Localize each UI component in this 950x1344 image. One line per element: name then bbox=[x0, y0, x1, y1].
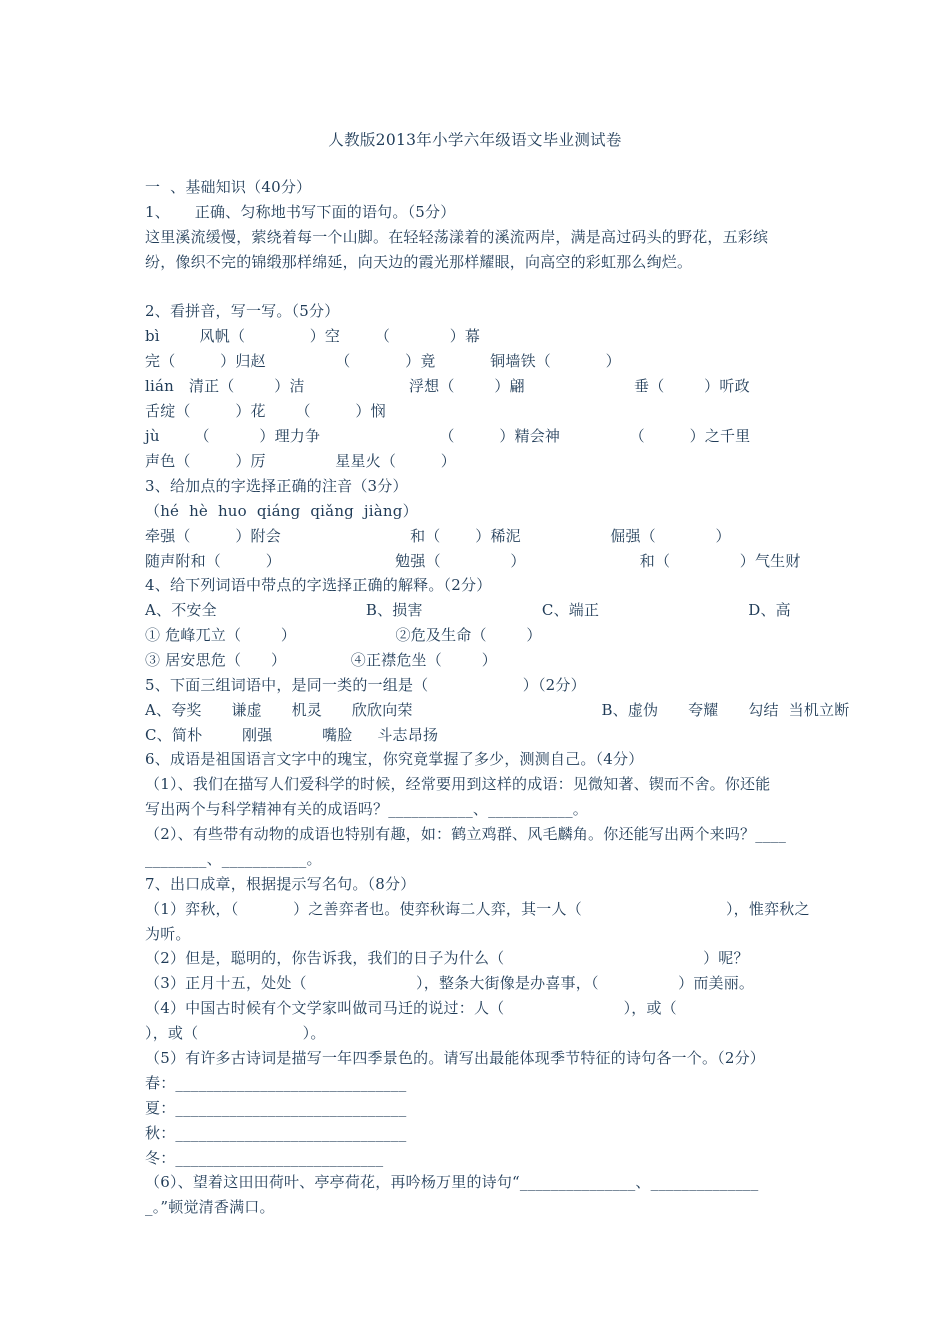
text-line: （1）、我们在描写人们爱科学的时候，经常要用到这样的成语：见微知著、锲而不舍。你还能 bbox=[145, 775, 771, 793]
text-line: 声色（ ）厉 星星火（ ） bbox=[145, 452, 456, 470]
text-line: A、夸奖 谦虚 机灵 欣欣向荣 B、虚伪 夸耀 勾结 当机立断 bbox=[145, 701, 850, 719]
text-line: 2、看拼音，写一写。（5分） bbox=[145, 302, 340, 320]
text-line: 随声附和（ ） 勉强（ ） 和（ ）气生财 bbox=[145, 552, 801, 570]
text-line: （6）、望着这田田荷叶、亭亭荷花，再吟杨万里的诗句“_______________、______________ bbox=[145, 1173, 759, 1191]
text-line: （2）、有些带有动物的成语也特别有趣，如：鹤立鸡群、风毛麟角。你还能写出两个来吗？____ bbox=[145, 825, 787, 843]
text-line: A、不安全 B、损害 C、端正 D、高 bbox=[145, 601, 791, 619]
text-line: 为听。 bbox=[145, 925, 191, 943]
text-line: （4）中国古时候有个文学家叫做司马迁的说过：人（ ），或（ bbox=[145, 999, 677, 1017]
text-line: 7、出口成章，根据提示写名句。（8分） bbox=[145, 875, 416, 893]
text-line: C、简朴 刚强 嘴脸 斗志昂扬 bbox=[145, 726, 439, 744]
text-line: 秋：______________________________ bbox=[145, 1124, 407, 1142]
page-title: 人教版2013年小学六年级语文毕业测试卷 bbox=[328, 131, 622, 149]
text-line: 春：______________________________ bbox=[145, 1074, 407, 1092]
text-line: ________、___________。 bbox=[145, 850, 322, 868]
text-line: ③ 居安思危（ ） ④正襟危坐（ ） bbox=[145, 651, 497, 669]
text-line: 4、给下列词语中带点的字选择正确的解释。（2分） bbox=[145, 576, 492, 594]
text-line: lián 清正（ ）洁 浮想（ ）翩 垂（ ）听政 bbox=[145, 377, 750, 395]
text-line: 6、成语是祖国语言文字中的瑰宝，你究竟掌握了多少，测测自己。（4分） bbox=[145, 750, 644, 768]
text-line: jù （ ）理力争 （ ）精会神 （ ）之千里 bbox=[145, 427, 751, 445]
text-line: （1）弈秋，（ ）之善弈者也。使弈秋诲二人弈，其一人（ ），惟弈秋之 bbox=[145, 900, 810, 918]
text-line: bì 风帆（ ）空 （ ）幕 bbox=[145, 327, 481, 345]
text-line: ），或（ ）。 bbox=[145, 1024, 326, 1042]
text-line: 冬：___________________________ bbox=[145, 1149, 384, 1167]
text-line: 3、给加点的字选择正确的注音（3分） bbox=[145, 477, 408, 495]
text-line: 1、 正确、匀称地书写下面的语句。（5分） bbox=[145, 203, 456, 221]
text-line: （5）有许多古诗词是描写一年四季景色的。请写出最能体现季节特征的诗句各一个。（2分） bbox=[145, 1049, 765, 1067]
text-line: ① 危峰兀立（ ） ②危及生命（ ） bbox=[145, 626, 542, 644]
text-line: _。”顿觉清香满口。 bbox=[145, 1198, 275, 1216]
text-line: 写出两个与科学精神有关的成语吗？___________、___________。 bbox=[145, 800, 589, 818]
text-line: 完（ ）归赵 （ ）竟 铜墙铁（ ） bbox=[145, 352, 621, 370]
text-line: 舌绽（ ）花 （ ）悯 bbox=[145, 402, 386, 420]
text-line: （2）但是，聪明的，你告诉我，我们的日子为什么（ ）呢？ bbox=[145, 949, 749, 967]
text-line: 夏：______________________________ bbox=[145, 1099, 407, 1117]
text-line: 5、下面三组词语中，是同一类的一组是（ ）（2分） bbox=[145, 676, 586, 694]
text-line: （3）正月十五，处处（ ），整条大街像是办喜事，（ ）而美丽。 bbox=[145, 974, 755, 992]
text-line: 牵强（ ）附会 和（ ）稀泥 倔强（ ） bbox=[145, 527, 731, 545]
text-line: 纷，像织不完的锦缎那样绵延，向天边的霞光那样耀眼，向高空的彩虹那么绚烂。 bbox=[145, 253, 693, 271]
text-line: 这里溪流缓慢，萦绕着每一个山脚。在轻轻荡漾着的溪流两岸，满是高过码头的野花，五彩缤 bbox=[145, 228, 769, 246]
text-line: 一 、基础知识（40分） bbox=[145, 178, 312, 196]
text-line: （hé hè huo qiáng qiǎng jiàng） bbox=[145, 502, 418, 520]
